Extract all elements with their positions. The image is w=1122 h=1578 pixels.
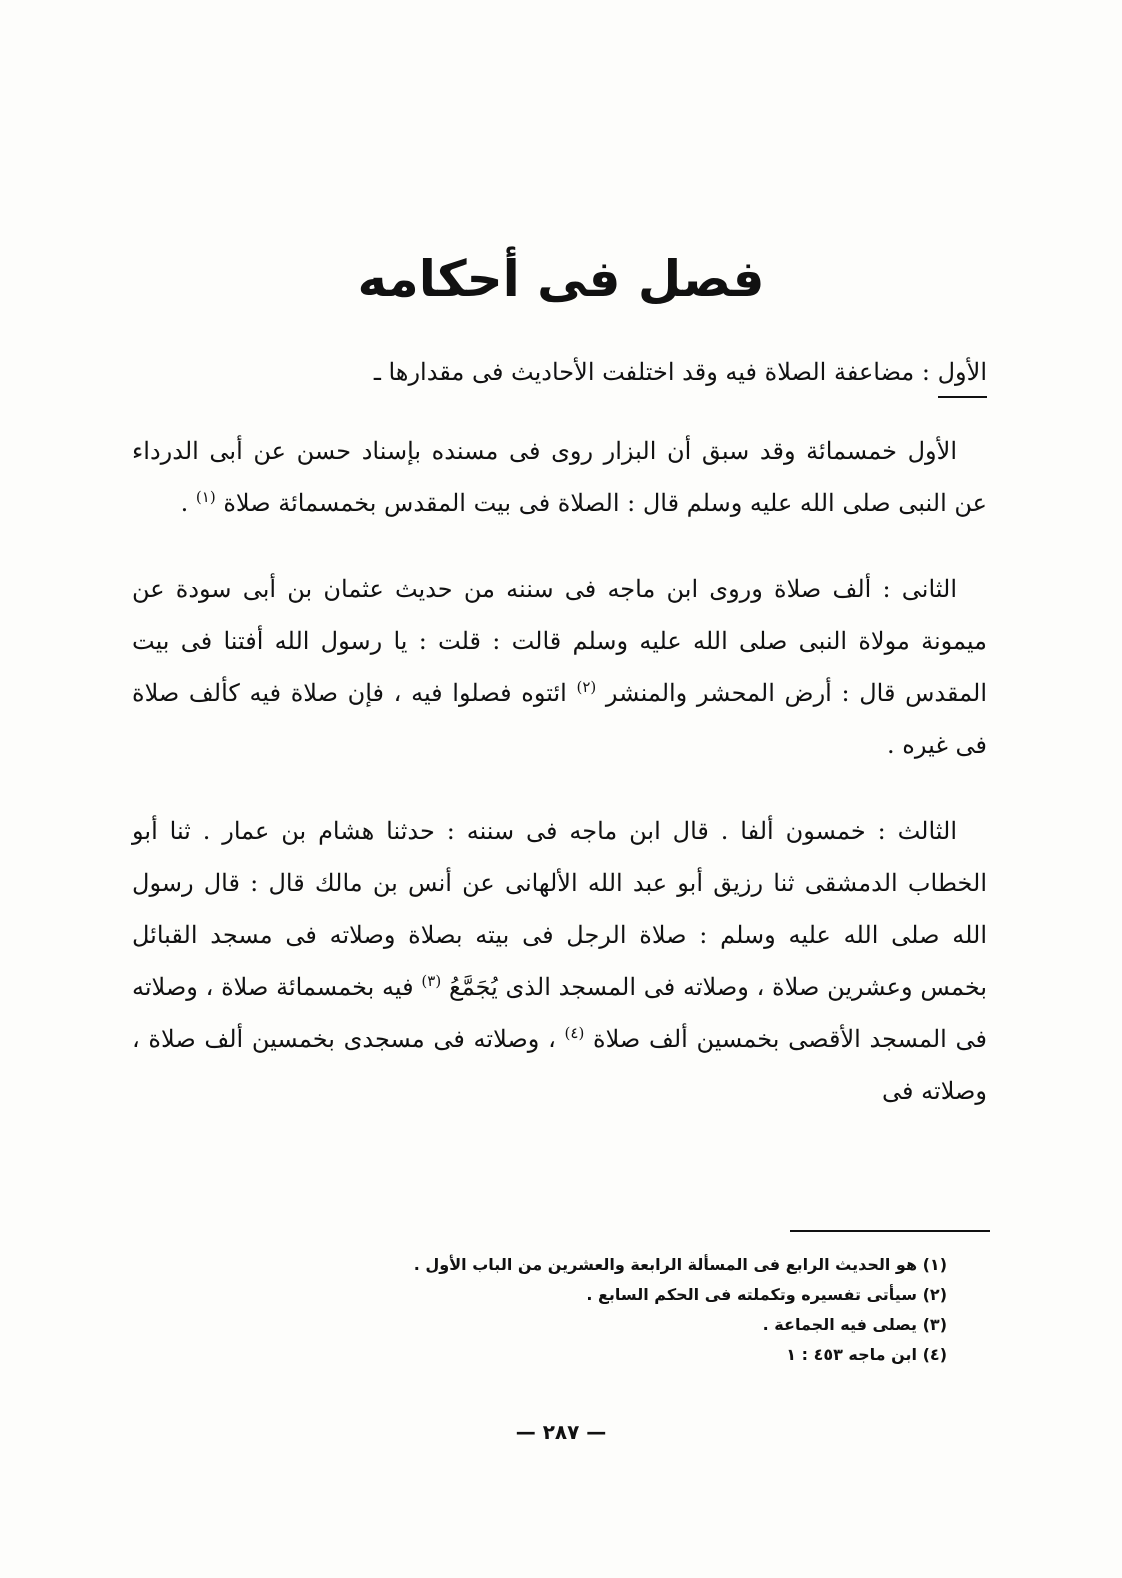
footnote-ref: (٤) [564, 1024, 585, 1042]
paragraph-tail: فيه بخمسمائة صلاة ، وصلاته فى المسجد الأقصى بخمسين ألف صلاة [132, 973, 988, 1053]
paragraph-tail: ، وصلاته فى مسجدى بخمسين ألف صلاة ، وصلاته فى [132, 1025, 987, 1105]
footnote-divider [790, 1230, 990, 1232]
paragraph-tail: ائتوه فصلوا فيه ، فإن صلاة فيه كألف صلاة فى غيره . [132, 679, 987, 759]
paragraph-tail: . [180, 489, 189, 517]
paragraph-text: الأول خمسمائة وقد سبق أن البزار روى فى مسنده بإسناد حسن عن أبى الدرداء عن النبى صلى الله عليه وسلم قال : الصلاة فى بيت المقدس بخمسمائة صلاة [132, 437, 987, 517]
footnote-ref: (١) [195, 488, 216, 506]
paragraph-first [132, 425, 987, 529]
section-title: فصل فى أحكامه [357, 250, 765, 308]
footnote-item: (٤) ابن ماجه ٤٥٣ : ١ [786, 1345, 947, 1364]
paragraph-third [132, 805, 987, 1117]
footnote-ref: (٣) [421, 972, 442, 990]
footnote-item: (٢) سيأتى تفسيره وتكملته فى الحكم السابع . [586, 1285, 947, 1304]
lead-text: : مضاعفة الصلاة فيه وقد اختلفت الأحاديث فى مقدارها ـ [373, 358, 938, 386]
body-text [132, 425, 987, 1151]
paragraph-second [132, 563, 987, 771]
lead-label: الأول [938, 358, 987, 398]
paragraph-text: الثانى : ألف صلاة وروى ابن ماجه فى سننه من حديث عثمان بن أبى سودة عن ميمونة مولاة النبى صلى الله عليه وسلم قالت : قلت : يا رسول الله أفتنا فى بيت المقدس قال : أرض المحشر والمنشر [132, 575, 987, 707]
footnote-item: (٣) يصلى فيه الجماعة . [762, 1315, 947, 1334]
page-number: — ٢٨٧ — [515, 1420, 607, 1444]
paragraph-text: الثالث : خمسون ألفا . قال ابن ماجه فى سننه : حدثنا هشام بن عمار . ثنا أبو الخطاب الدمشقى ثنا رزيق أبو عبد الله الألهانى عن أنس بن مالك قال : قال رسول الله صلى الله عليه وسلم : صلاة الرجل فى بيته بصلاة وصلاته فى مسجد القبائل بخمس وعشرين صلاة ، وصلاته فى المسجد الذى يُجَمَّعُ [132, 817, 987, 1001]
footnote-item: (١) هو الحديث الرابع فى المسألة الرابعة والعشرين من الباب الأول . [413, 1255, 947, 1274]
section-lead [127, 358, 987, 398]
footnotes [247, 1250, 947, 1370]
footnote-ref: (٢) [576, 678, 597, 696]
